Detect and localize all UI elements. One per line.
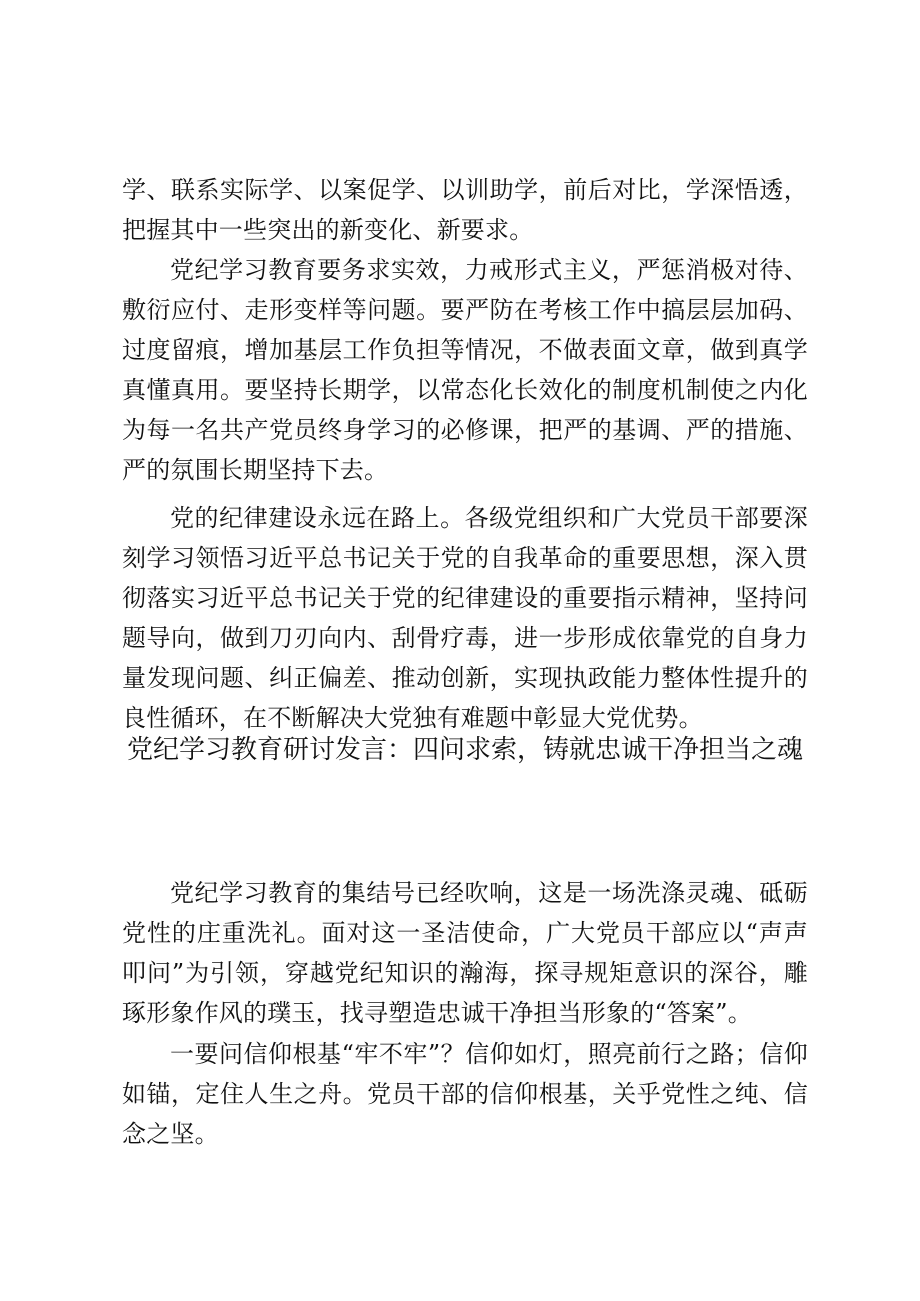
paragraph-practical-effect: 党纪学习教育要务求实效，力戒形式主义，严惩消极对待、敷衍应付、走形变样等问题。要严防在考核工作中搞层层加码、过度留痕，增加基层工作负担等情况，不做表面文章，做到真学真懂真用。要坚持长期学，以常态化长效化的制度机制使之内化为每一名共产党员终身学习的必修课，把严的基调、严的措施、严的氛围长期坚持下去。 bbox=[122, 256, 808, 484]
section-title: 党纪学习教育研讨发言：四问求索，铸就忠诚干净担当之魂 bbox=[126, 735, 803, 765]
paragraph-discipline-building: 党的纪律建设永远在路上。各级党组织和广大党员干部要深刻学习领悟习近平总书记关于党的自我革命的重要思想，深入贯彻落实习近平总书记关于党的纪律建设的重要指示精神，坚持问题导向，做到刀刃向内、刮骨疗毒，进一步形成依靠党的自身力量发现问题、纠正偏差、推动创新，实现执政能力整体性提升的良性循环，在不断解决大党独有难题中彰显大党优势。 bbox=[122, 504, 808, 732]
paragraph-continuation: 学、联系实际学、以案促学、以训助学，前后对比，学深悟透，把握其中一些突出的新变化、新要求。 bbox=[122, 176, 808, 244]
paragraph-introduction: 党纪学习教育的集结号已经吹响，这是一场洗涤灵魂、砥砺党性的庄重洗礼。面对这一圣洁使命，广大党员干部应以“声声叩问”为引领，穿越党纪知识的瀚海，探寻规矩意识的深谷，雕琢形象作风的璞玉，找寻塑造忠诚干净担当形象的“答案”。 bbox=[122, 879, 808, 1027]
paragraph-first-question: 一要问信仰根基“牢不牢”？信仰如灯，照亮前行之路；信仰如锚，定住人生之舟。党员干部的信仰根基，关乎党性之纯、信念之坚。 bbox=[122, 1040, 808, 1148]
